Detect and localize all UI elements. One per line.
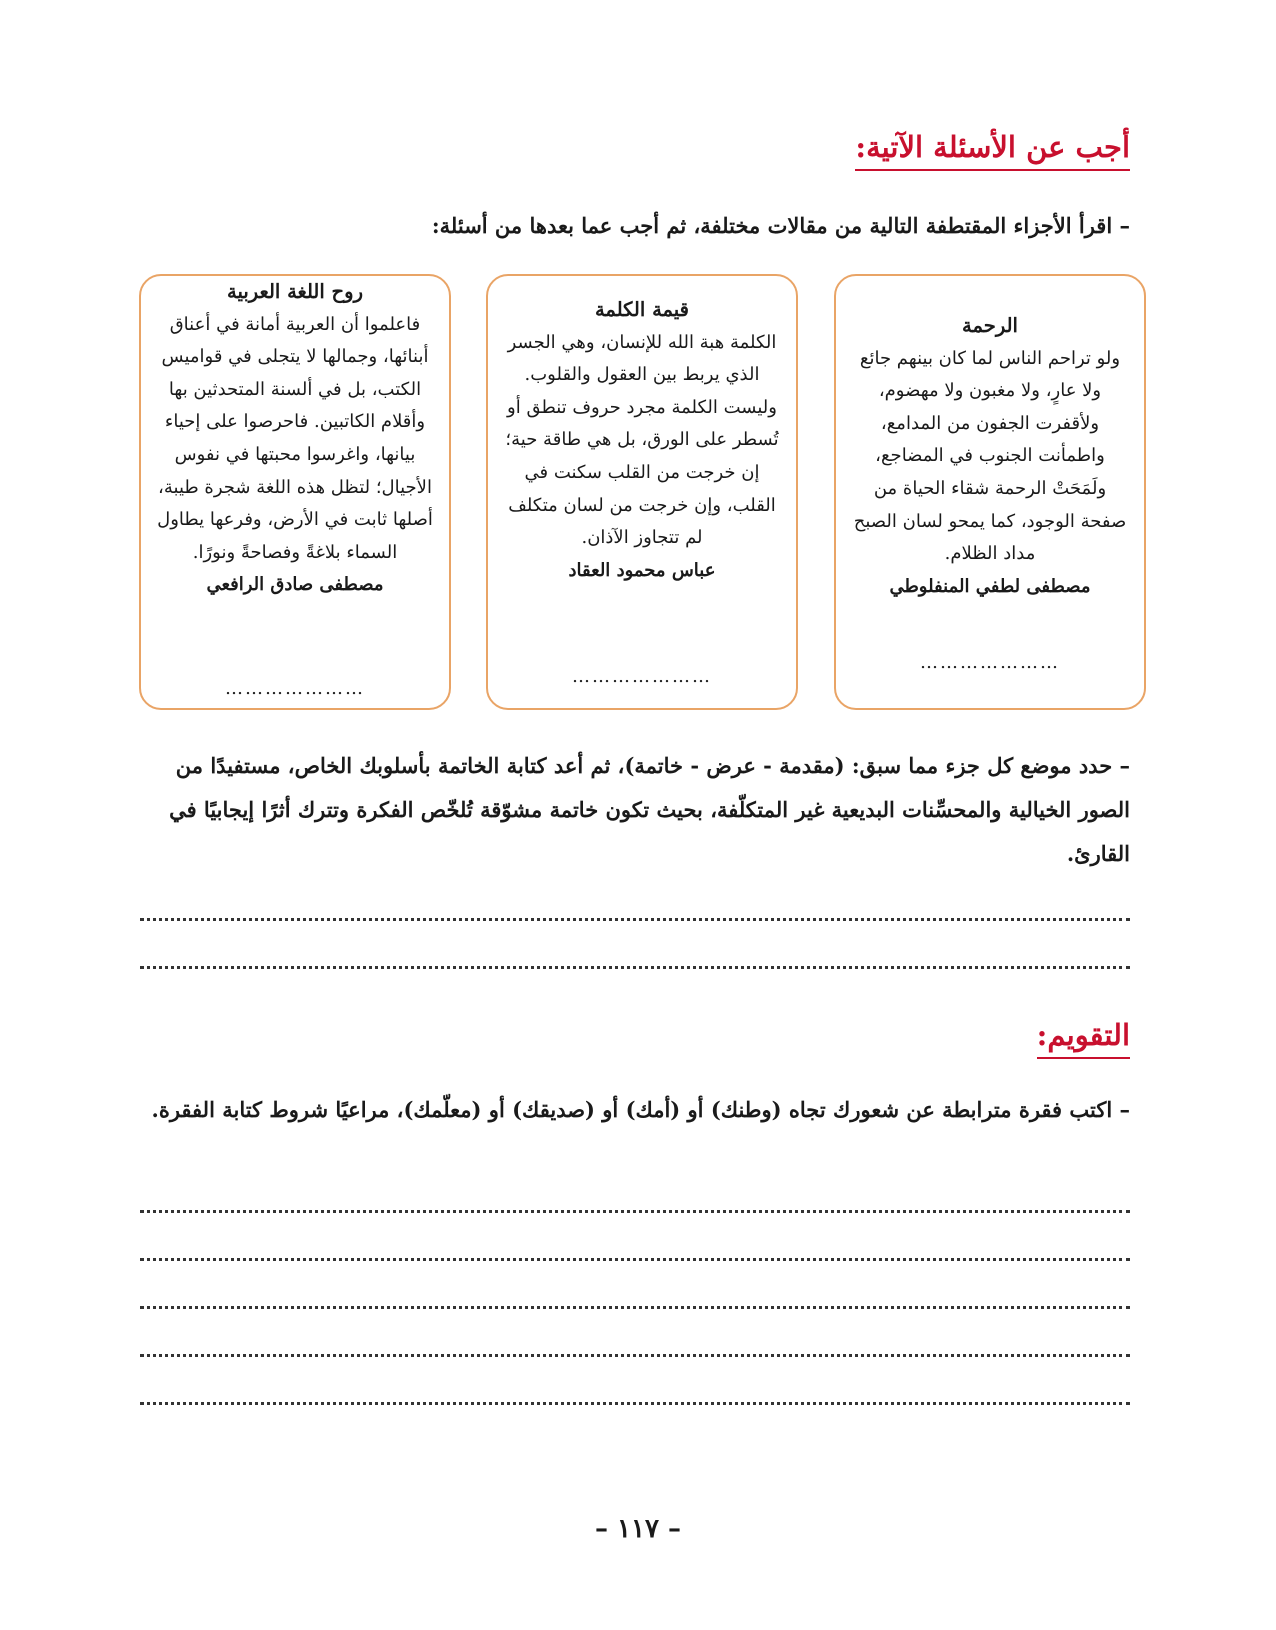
structure-instruction: – حدد موضع كل جزء مما سبق: (مقدمة - عرض - خاتمة)، ثم أعد كتابة الخاتمة بأسلوبك الخاص، مستفيدًا من الصور الخيالية والمحسِّنات البديعية غير المتكلّفة، بحيث تكون خاتمة مشوّقة تُلخّص الفكرة وتترك أثرًا إيجابيًا في القارئ. xyxy=(169,753,1130,866)
passage-title: قيمة الكلمة xyxy=(594,298,690,321)
answer-line[interactable] xyxy=(140,1258,1130,1261)
answer-line[interactable] xyxy=(140,918,1130,921)
passage-answer-blank[interactable]: ………………… xyxy=(920,652,1060,674)
passage-box-mercy xyxy=(834,274,1146,710)
passage-box-arabic-spirit xyxy=(139,274,451,710)
passage-answer-blank[interactable]: ………………… xyxy=(225,678,365,700)
passage-box-word-value xyxy=(486,274,798,710)
answer-line[interactable] xyxy=(140,966,1130,969)
passage-author: مصطفى لطفي المنفلوطي xyxy=(889,575,1091,597)
passage-author: عباس محمود العقاد xyxy=(568,559,716,581)
questions-heading: أجب عن الأسئلة الآتية: xyxy=(855,130,1130,171)
page-number: – ١١٧ – xyxy=(594,1514,682,1544)
answer-line[interactable] xyxy=(140,1402,1130,1405)
read-instruction: – اقرأ الأجزاء المقتطفة التالية من مقالات مختلفة، ثم أجب عما بعدها من أسئلة: xyxy=(431,213,1130,238)
passage-author: مصطفى صادق الرافعي xyxy=(206,574,384,596)
paragraph-instruction: – اكتب فقرة مترابطة عن شعورك تجاه (وطنك) أو (أمك) أو (صديقك) أو (معلّمك)، مراعيًا شروط كتابة الفقرة. xyxy=(151,1097,1130,1122)
passage-answer-blank[interactable]: ………………… xyxy=(572,666,712,688)
passage-title: الرحمة xyxy=(962,314,1018,337)
answer-line[interactable] xyxy=(140,1354,1130,1357)
answer-line[interactable] xyxy=(140,1210,1130,1213)
answer-line[interactable] xyxy=(140,1306,1130,1309)
passage-text: ولو تراحم الناس لما كان بينهم جائع ولا عارٍ، ولا مغبون ولا مهضوم، ولأقفرت الجفون من المدامع، واطمأنت الجنوب في المضاجع، ولَمَحَتْ الرحمة شقاء الحياة من صفحة الوجود، كما يمحو لسان الصبح مداد الظلام. xyxy=(853,347,1127,565)
evaluation-heading: التقويم: xyxy=(1037,1018,1130,1059)
passage-text: فاعلموا أن العربية أمانة في أعناق أبنائها، وجمالها لا يتجلى في قواميس الكتب، بل في ألسنة المتحدثين بها وأقلام الكاتبين. فاحرصوا على إحياء بيانها، واغرسوا محبتها في نفوس الأجيال؛ لتظل هذه اللغة شجرة طيبة، أصلها ثابت في الأرض، وفرعها يطاول السماء بلاغةً وفصاحةً ونورًا. xyxy=(157,313,433,563)
passage-title: روح اللغة العربية xyxy=(227,280,363,303)
passage-text: الكلمة هبة الله للإنسان، وهي الجسر الذي يربط بين العقول والقلوب. وليست الكلمة مجرد حروف تنطق أو تُسطر على الورق، بل هي طاقة حية؛ إن خرجت من القلب سكنت في القلب، وإن خرجت من لسان متكلف لم تتجاوز الآذان. xyxy=(505,331,779,549)
